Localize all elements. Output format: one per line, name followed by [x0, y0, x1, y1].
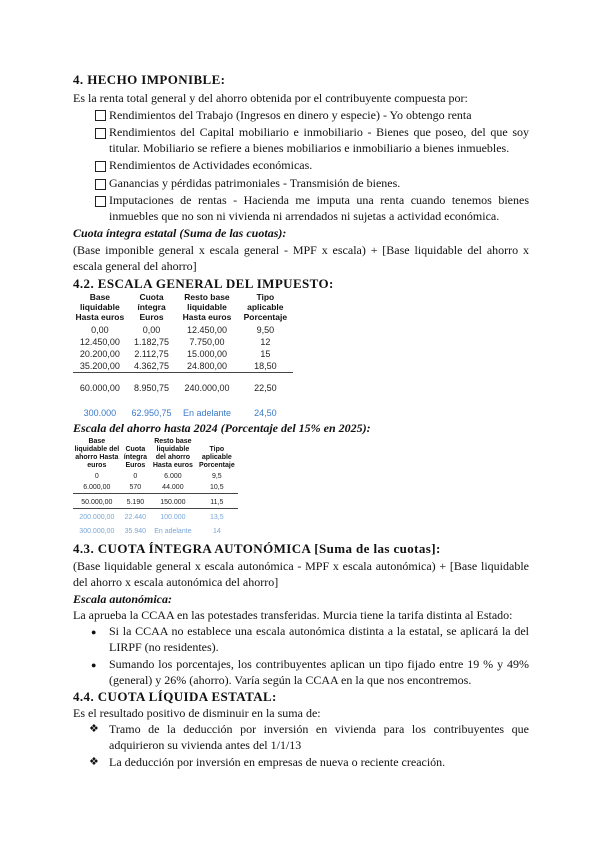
column-header: Cuota íntegra Euros: [123, 446, 148, 469]
column-header: Tipo aplicable Porcentaje: [243, 292, 288, 322]
table-cell: 35.200,00: [79, 361, 120, 371]
checkbox-icon: [95, 196, 106, 207]
bullet-item: Sumando los porcentajes, los contribuyentes aplican un tipo fijado entre 19 % y 49% (general) y 26% (ahorro). Varía según la CCAA en la que nos encontremos.: [109, 657, 529, 687]
table-cell: 150.000: [150, 494, 196, 509]
table-cell: 300.000: [83, 408, 117, 418]
checklist-item: Imputaciones de rentas - Hacienda me imputa una renta cuando tenemos bienes inmuebles que no son ni vivienda ni arrendados ni sujetas a actividad económica.: [109, 193, 529, 223]
table-cell: 6.000,00: [83, 484, 111, 491]
diamond-bullet-icon: ❖: [89, 723, 99, 735]
table-row: [73, 482, 238, 494]
table-cell: 300.000,00: [79, 528, 115, 535]
checklist-item: Rendimientos del Trabajo (Ingresos en dinero y especie) - Yo obtengo renta: [109, 108, 472, 122]
bullet-icon: ●: [91, 660, 97, 670]
table-cell: 24,50: [254, 408, 277, 418]
table-cell: 13,5: [196, 509, 238, 524]
checkbox-icon: [95, 179, 106, 190]
table-cell: 1.182,75: [133, 337, 170, 347]
checkbox-icon: [95, 161, 106, 172]
table-cell: 60.000,00: [73, 373, 127, 395]
table-cell: 9,5: [211, 473, 222, 480]
table-cell: 2.112,75: [134, 349, 169, 359]
table-cell: 35.940: [124, 528, 147, 535]
table-cell: 9,50: [256, 325, 275, 335]
table-cell: 44.000: [162, 484, 184, 491]
escala-ahorro-table: [73, 438, 238, 537]
table-row: [73, 373, 293, 395]
table-cell: 0,00: [91, 325, 109, 335]
table-cell: En adelante: [182, 408, 231, 418]
table-cell: 100.000: [150, 509, 196, 524]
table-cell: 12: [260, 337, 271, 347]
table-cell: 50.000,00: [73, 494, 121, 509]
table-row: [73, 394, 293, 419]
escala-general-table: [73, 292, 293, 419]
table-row: [73, 348, 293, 360]
table-cell: 12.450,00: [79, 337, 120, 347]
column-header: Base liquidable del ahorro Hasta euros: [74, 438, 120, 469]
table-cell: 6.000: [164, 473, 182, 480]
table-cell: 14: [212, 528, 221, 535]
heading-cuota-liquida: 4.4. CUOTA LÍQUIDA ESTATAL:: [73, 689, 277, 704]
table-cell: 200.000,00: [73, 509, 121, 524]
table-row: [73, 471, 238, 482]
checklist-item: Ganancias y pérdidas patrimoniales - Transmisión de bienes.: [109, 176, 401, 190]
checklist-item: Rendimientos del Capital mobiliario e inmobiliario - Bienes que poseo, del que soy titular. Mobiliario se refiere a bienes mobiliarios e inmobiliario a bienes inmuebles.: [109, 125, 529, 155]
escala-ahorro-title: Escala del ahorro hasta 2024 (Porcentaje del 15% en 2025):: [73, 421, 371, 435]
heading-cuota-autonomica: 4.3. CUOTA ÍNTEGRA AUTONÓMICA [Suma de las cuotas]:: [73, 541, 441, 556]
table-cell: 15: [260, 349, 271, 359]
table-cell: 8.950,75: [127, 373, 177, 395]
table-cell: 7.750,00: [189, 337, 225, 347]
table-cell: En adelante: [154, 528, 192, 535]
table-cell: 240.000,00: [176, 373, 237, 395]
table-cell: 10,5: [210, 484, 224, 491]
cuota-integra-title: Cuota íntegra estatal (Suma de las cuotas):: [73, 226, 287, 240]
table-cell: 24.800,00: [186, 361, 227, 371]
table-cell: 22.440: [121, 509, 150, 524]
table-header-row: [73, 292, 293, 324]
bullet-icon: ●: [91, 627, 97, 637]
table-cell: 0: [94, 473, 99, 480]
table-cell: 62.950,75: [131, 408, 172, 418]
column-header: Resto base liquidable Hasta euros: [182, 292, 232, 322]
table-cell: 20.200,00: [79, 349, 120, 359]
diamond-bullet-icon: ❖: [89, 756, 99, 768]
column-header: Cuota íntegra Euros: [137, 292, 166, 322]
table-cell: 5.190: [121, 494, 150, 509]
cuota-autonomica-formula: (Base liquidable general x escala autonómica - MPF x escala autonómica) + [Base liquidable del ahorro x escala autonómica del ahorro]: [73, 559, 529, 589]
column-header: Resto base liquidable del ahorro Hasta euros: [152, 438, 193, 469]
table-cell: 22,50: [238, 373, 293, 395]
cuota-liquida-text: Es el resultado positivo de disminuir en la suma de:: [73, 706, 321, 720]
table-cell: 11,5: [196, 494, 238, 509]
table-header-row: [73, 438, 238, 471]
table-cell: 4.362,75: [133, 361, 170, 371]
table-row: [73, 360, 293, 373]
table-row: [73, 494, 238, 509]
checkbox-icon: [95, 128, 106, 139]
table-cell: 570: [129, 484, 142, 491]
table-cell: 0: [133, 473, 138, 480]
escala-autonomica-text: La aprueba la CCAA en las potestades transferidas. Murcia tiene la tarifa distinta al Estado:: [73, 608, 513, 622]
table-cell: 0,00: [142, 325, 161, 335]
heading-hecho-imponible: 4. HECHO IMPONIBLE:: [73, 72, 226, 87]
table-cell: 18,50: [254, 361, 277, 371]
diamond-item: La deducción por inversión en empresas de nueva o reciente creación.: [109, 755, 446, 769]
escala-autonomica-title: Escala autonómica:: [73, 592, 173, 606]
table-row: [73, 336, 293, 348]
table-row: [73, 523, 238, 537]
table-row: [73, 509, 238, 524]
column-header: Tipo aplicable Porcentaje: [198, 446, 235, 469]
intro-text: Es la renta total general y del ahorro obtenida por el contribuyente compuesta por:: [73, 91, 468, 105]
table-cell: 15.000,00: [186, 349, 227, 359]
table-row: [73, 324, 293, 336]
table-cell: 12.450,00: [186, 325, 227, 335]
bullet-item: Si la CCAA no establece una escala autonómica distinta a la estatal, se aplicará la del LIRPF (no residentes).: [109, 624, 529, 654]
checkbox-icon: [95, 110, 106, 121]
cuota-integra-formula: (Base imponible general x escala general - MPF x escala) + [Base liquidable del ahorro x escala general del ahorro]: [73, 243, 529, 273]
diamond-item: Tramo de la deducción por inversión en vivienda para los contribuyentes que adquirieron su vivienda antes del 1/1/13: [109, 722, 529, 752]
checklist-item: Rendimientos de Actividades económicas.: [109, 158, 313, 172]
heading-escala-general: 4.2. ESCALA GENERAL DEL IMPUESTO:: [73, 276, 334, 291]
column-header: Base liquidable Hasta euros: [75, 292, 125, 322]
